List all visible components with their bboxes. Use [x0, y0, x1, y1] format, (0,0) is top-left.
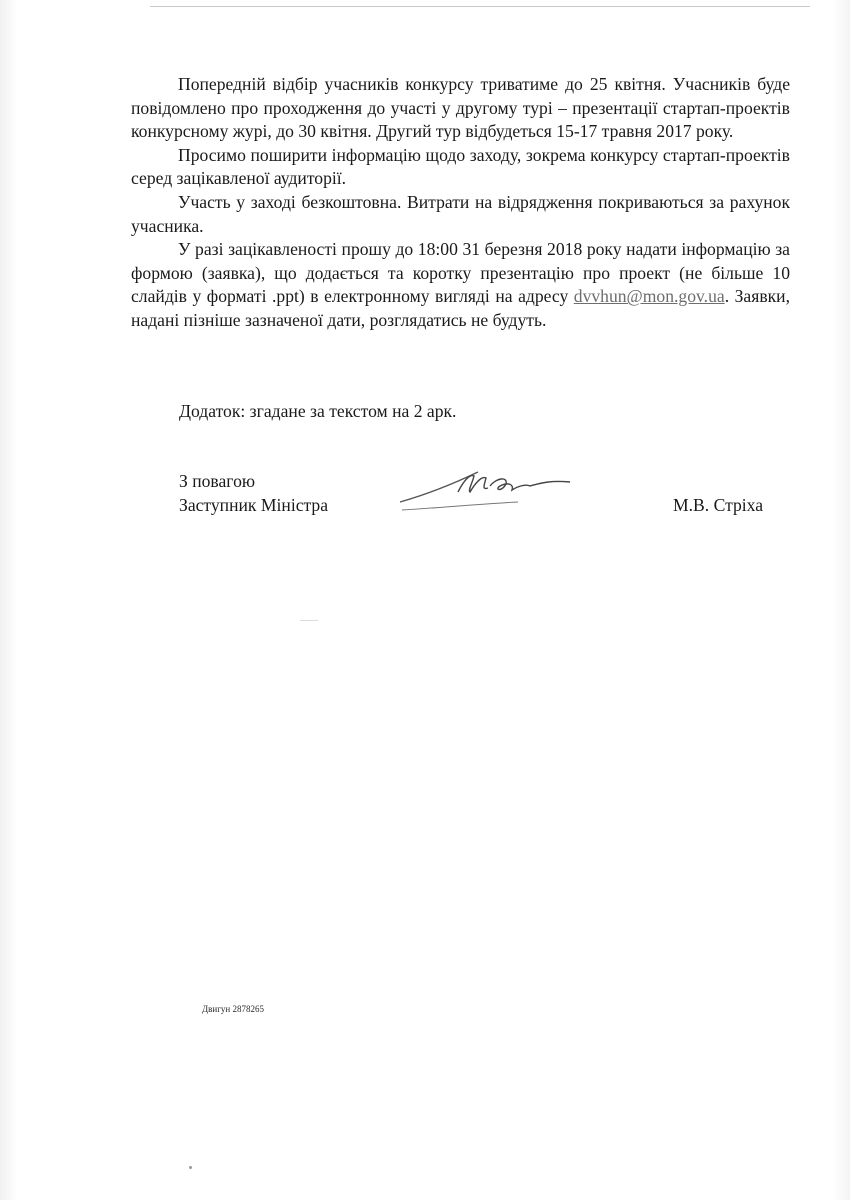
salutation: З повагою [179, 471, 256, 491]
executor-note: Двигун 2878265 [202, 1004, 264, 1014]
paragraph-application-request [131, 238, 790, 332]
email-link[interactable]: dvvhun@mon.gov.ua [573, 286, 725, 307]
paragraph-selection-deadline: Попередній відбір учасників конкурсу триватиме до 25 квітня. Учасників буде повідомлено про проходження до участі у другому турі – презентації стартап-проектів конкурсному журі, до 30 квітня. Другий тур відбудеться 15-17 травня 2017 року. [131, 74, 790, 142]
top-edge-line [150, 6, 810, 7]
closing-block [179, 470, 328, 517]
signer-position: Заступник Міністра [179, 494, 329, 515]
annex-line: Додаток: згадане за текстом на 2 арк. [179, 401, 457, 421]
application-text-before: У разі зацікавленості прошу до 18:00 31 березня 2018 року надати інформацію за формою (заявка), що додається та коротку презентацію про проект (не більше 10 слайдів у форматі .ppt) в електронному вигляді на адресу [131, 239, 790, 307]
application-text-after: . Заявки, надані пізніше зазначеної дати, розглядатись не будуть. [131, 286, 790, 330]
scan-artifact [300, 620, 318, 621]
paragraph-participation-cost: Участь у заході безкоштовна. Витрати на відрядження покриваються за рахунок учасника. [131, 191, 790, 236]
paragraph-spread-info: Просимо поширити інформацію щодо заходу, зокрема конкурсу стартап-проектів серед зацікавленої аудиторії. [131, 144, 790, 189]
signer-name: М.В. Стріха [673, 495, 764, 515]
letter-body [131, 73, 790, 333]
handwritten-signature-icon [398, 464, 578, 516]
scan-artifact-dot [189, 1166, 192, 1169]
